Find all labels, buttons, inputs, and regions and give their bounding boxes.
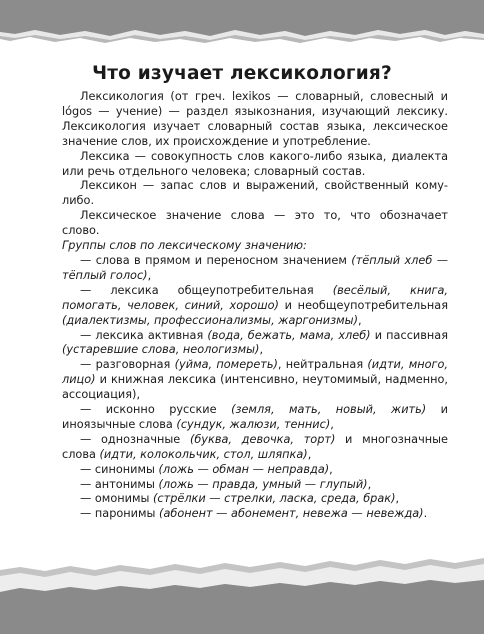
page-title: Что изучает лексикология? <box>92 63 392 84</box>
list-item: — однозначные (буква, девочка, торт) и многозначные слова (идти, колокольчик, стол, шляпка), <box>62 432 449 461</box>
torn-paper-bottom <box>0 556 484 634</box>
list-item: — синонимы (ложь — обман — неправда), <box>80 462 333 476</box>
list-item: — омонимы (стрёлки — стрелки, ласка, среда, брак), <box>80 492 400 506</box>
paragraph: Лексика — совокупность слов какого-либо языка, диалекта или речь отдельного человека; словарный состав. <box>62 149 448 178</box>
groups-heading: Группы слов по лексическому значению: <box>62 239 307 253</box>
torn-paper-top <box>0 0 484 58</box>
list-item: — антонимы (ложь — правда, умный — глупый), <box>80 477 372 491</box>
list-item: — исконно русские (земля, мать, новый, жить) и иноязычные слова (сундук, жалюзи, теннис), <box>62 403 449 431</box>
main-text <box>62 90 448 522</box>
list-item: — слова в прямом и переносном значением (тёплый хлеб — тёплый голос), <box>62 253 449 282</box>
paragraph: Лексическое значение слова — это то, что обозначает слово. <box>62 209 448 238</box>
list-item: — лексика активная (вода, бежать, мама, хлеб) и пассивная (устаревшие слова, неологизмы), <box>62 328 449 357</box>
list-item: — лексика общеупотребительная (весёлый, книга, помогать, человек, синий, хорошо) и необщеупотребительная (диалектизмы, профессионализмы, жаргонизмы), <box>62 283 448 327</box>
paragraph: Лексикология (от греч. lexikos — словарный, словесный и lógos — учение) — раздел языкознания, изучающий лексику. Лексикология изучает словарный состав языка, лексическое значение слов, их происхождение и употребление. <box>62 90 448 148</box>
paragraph: Лексикон — запас слов и выражений, свойственный кому-либо. <box>62 179 448 208</box>
list-item: — паронимы (абонент — абонемент, невежа — невежда). <box>80 507 428 521</box>
list-item: — разговорная (уйма, помереть), нейтральная (идти, много, лицо) и книжная лексика (интенсивно, неутомимый, надменно, ассоциация), <box>62 358 448 402</box>
